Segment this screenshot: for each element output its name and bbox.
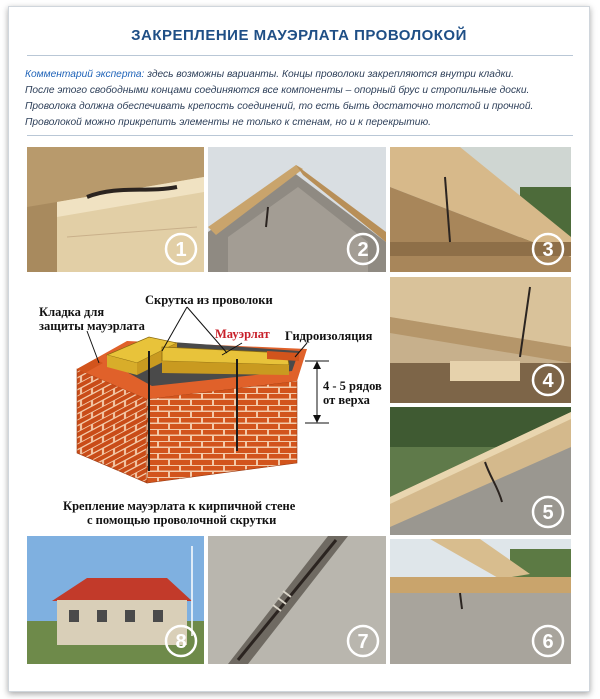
label-rows-line1: 4 - 5 рядов [323, 379, 382, 393]
brick-wall-diagram [37, 291, 392, 539]
photo-2 [208, 147, 386, 272]
page-title: ЗАКРЕПЛЕНИЕ МАУЭРЛАТА ПРОВОЛОКОЙ [131, 27, 467, 44]
comment-line-4: Проволокой можно прикрепить элементы не только к стенам, но и к перекрытию. [25, 117, 431, 128]
comment-divider [27, 135, 573, 136]
svg-text:6: 6 [542, 631, 554, 653]
photo-1-number-badge [164, 232, 198, 266]
photo-8 [27, 536, 204, 664]
svg-text:2: 2 [357, 239, 369, 261]
photo-3 [390, 147, 571, 272]
svg-text:5: 5 [542, 502, 554, 524]
comment-lead: Комментарий эксперта: [25, 69, 145, 80]
title-divider [27, 55, 573, 56]
label-masonry-line2: защиты мауэрлата [39, 319, 145, 333]
diagram-caption-line2: с помощью проволочной скрутки [87, 513, 277, 527]
svg-text:3: 3 [542, 239, 554, 261]
label-masonry-line1: Кладка для [39, 305, 105, 319]
photo-7 [208, 536, 386, 664]
label-mauerlat: Мауэрлат [215, 327, 270, 341]
photo-2-number-badge [346, 232, 380, 266]
expert-comment [25, 67, 577, 131]
infographic-card [8, 6, 590, 692]
label-rows-line2: от верха [323, 393, 370, 407]
photo-6-number-badge [531, 624, 565, 658]
photo-7-number-badge [346, 624, 380, 658]
svg-text:7: 7 [357, 631, 369, 653]
photo-6 [390, 539, 571, 664]
svg-text:8: 8 [175, 631, 187, 653]
photo-1 [27, 147, 204, 272]
svg-text:1: 1 [175, 239, 187, 261]
photo-5 [390, 407, 571, 535]
photo-3-number-badge [531, 232, 565, 266]
photo-8-number-badge [164, 624, 198, 658]
photo-4-number-badge [531, 363, 565, 397]
diagram-caption-line1: Крепление мауэрлата к кирпичной стене [63, 499, 296, 513]
label-waterproofing: Гидроизоляция [285, 329, 373, 343]
comment-line-2: После этого свободными концами соединяются все компоненты – опорный брус и стропильные доски. [25, 85, 530, 96]
photo-5-number-badge [531, 495, 565, 529]
comment-line-3: Проволока должна обеспечивать крепость соединений, то есть быть достаточно толстой и прочной. [25, 101, 534, 112]
photo-4 [390, 277, 571, 403]
comment-line-1: Комментарий эксперта: здесь возможны варианты. Концы проволоки закрепляются внутри кладки. [25, 69, 514, 80]
label-wire-twist: Скрутка из проволоки [145, 293, 273, 307]
svg-text:4: 4 [542, 370, 554, 392]
